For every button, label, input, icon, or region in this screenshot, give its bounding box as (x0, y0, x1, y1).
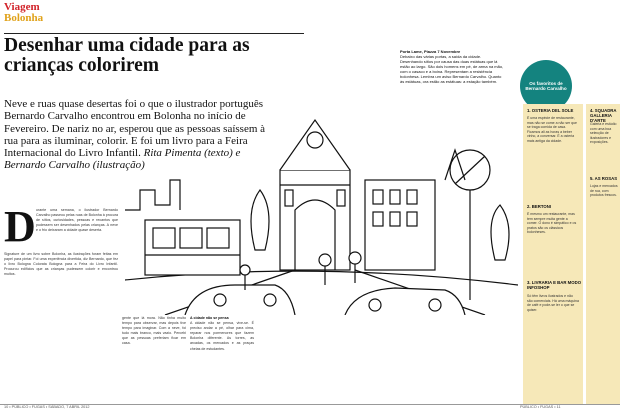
body-text-3: A cidade não se pensa, vive-se. É preciso andar a pé, olhar para cima, reparar nos pormenores que fazem Bolonha diferente. As torres, as arcadas, os mercados e as praças cheias de estudantes. (190, 321, 254, 351)
sidebar-item-title: 4. SQUADRA GALLERIA D'ARTE (590, 108, 617, 123)
sidebar-item-text: É uma espécie de restaurante, mas não se come a não ser que se traga comida de casa. Ficamos ali as horas a beber vinho, a conversar. É a osteria mais antiga da cidade. (527, 116, 578, 143)
place-label: Bolonha (4, 12, 44, 24)
sidebar-item-text: Galeria e estúdio com uma boa selecção de ilustradores e exposições. (590, 122, 617, 145)
folio-right: PÚBLICO • FUGAS • 11 (520, 405, 561, 409)
sidebar-item-title: 2. BERTONI (527, 204, 552, 209)
body-column-2 (122, 316, 186, 394)
section-label: Viagem (4, 1, 40, 13)
sidebar-item-title: 1. OSTERIA DEL SOLE (527, 108, 574, 113)
sidebar-item-text: Só têm livros ilustrados e não são comerciais. Há uma máquina de café e pode-se ler o que se quiser. (527, 294, 579, 312)
sidebar-item-text: É mesmo um restaurante, mas tem sempre muita gente a comer. O dono é simpático e os pratos são os clássicos bolonheses. (527, 212, 577, 235)
body-text-1b: Signature de um livro sobre Bolonha, as ilustrações foram feitas em papel para pintar. Foi uma experiência divertida, diz Bernardo, que fez o livro Bologna Colorata Bologna para a Feira do Livro Infantil. Procurou edifícios que as crianças pudessem colorir e encontrou muitos. (4, 252, 118, 277)
body-subhead: A cidade não se pensa (190, 316, 229, 320)
sidebar-item-title: 5. AS ROSAS (590, 176, 618, 181)
body-column-3 (190, 316, 254, 394)
body-text-1: urante uma semana, o ilustrador Bernardo Carvalho passeou pelas ruas de Bolonha à procura de sítios, curiosidades, pessoas e recantos que pudessem ser desenhados pelas crianças. A neve e o frio deixaram a cidade quase deserta. (36, 208, 118, 233)
headline-rule (4, 33, 304, 34)
illustration-caption (400, 49, 504, 84)
body-text-2: gente que lá mora. Não tinha muito tempo para observar, mas depois tive tempo para imaginar. Com a neve, foi tudo mais branco, mais vazio. Percebi que as pessoas preferiam ficar em casa. (122, 316, 186, 346)
drop-cap: D (4, 202, 36, 251)
city-illustration (125, 110, 518, 315)
standfirst-text: Neve e ruas quase desertas foi o que o ilustrador português Bernardo Carvalho encontrou em Bolonha no início de Fevereiro. De nariz no ar, esperou que as pessoas saíssem à rua para as iluminar, colorir. E foi um livro para a Feira Internacional do Livro Infantil. (4, 98, 266, 160)
sidebar-item-text: Lojas e mercados de rua, com produtos frescos. (590, 184, 618, 198)
body-column-1b (4, 252, 118, 394)
article-headline: Desenhar uma cidade para as crianças colorirem (4, 35, 250, 76)
caption-text: Debaixo das várias portas, a saída da cidade. Desenhando sítios por causa das duas estátuas que lá estão ao largo. São dois homens em pé, de arma na mão, com o casaco e a boina. Representam a resistência bolonhesa. Lembra um aviso Bernardo Carvalho. Quanto às estátuas, ora estão as estátuas: a estação também. (400, 54, 504, 84)
caption-title: Porta Lame, Piazza 7 Novembre (400, 49, 461, 54)
sidebar-item-title: 3. LIVRARIA E BAR MODO INFOSHOP (527, 280, 582, 290)
folio-left: 10 • PÚBLICO • FUGAS • SÁBADO, 7 ABRIL 2012 (4, 405, 90, 409)
favorites-sidebar-continued (586, 104, 620, 404)
article-credits: Rita Pimenta (texto) e Bernardo Carvalho (ilustração) (4, 147, 241, 172)
section-kicker (4, 2, 43, 24)
favorites-badge-label: Os favoritos de Bernardo Carvalho (525, 80, 567, 91)
favorites-sidebar (523, 104, 583, 404)
